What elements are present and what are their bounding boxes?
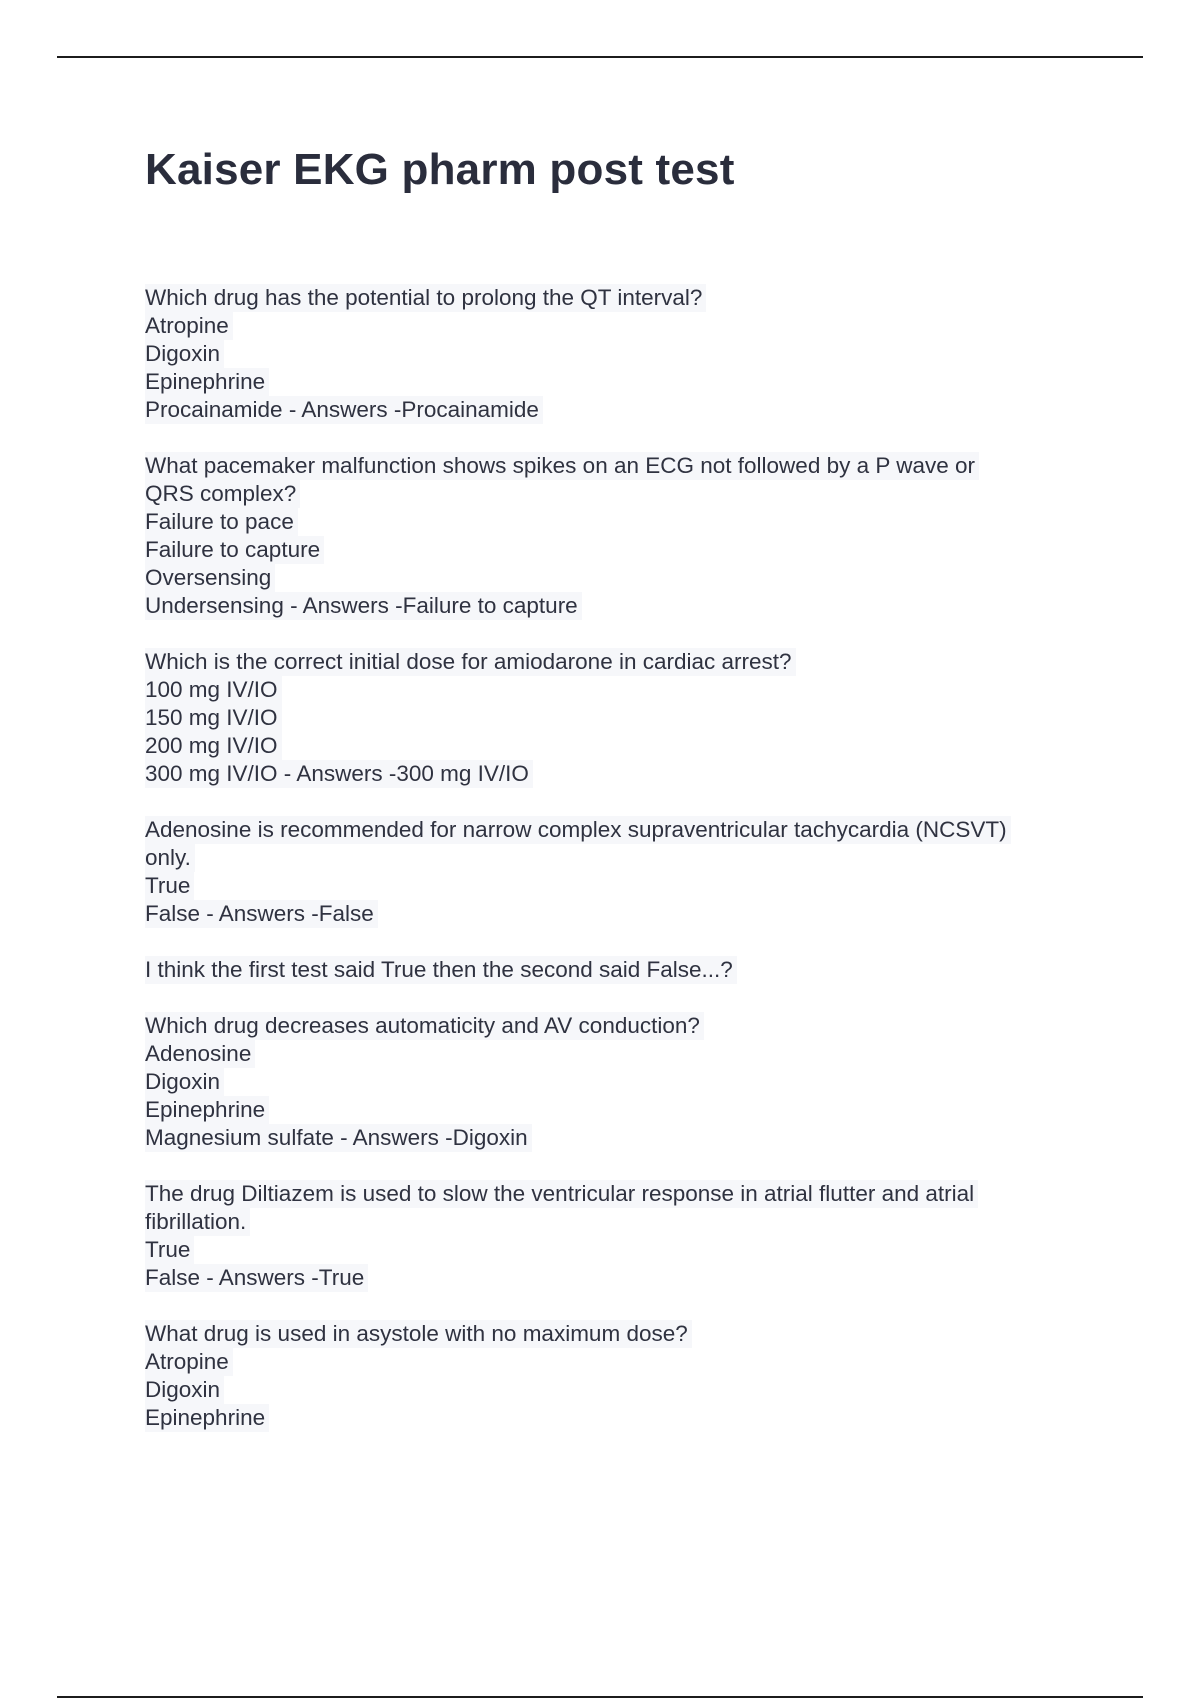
answer-option-with-key: Magnesium sulfate - Answers -Digoxin: [145, 1124, 532, 1152]
answer-option: Epinephrine: [145, 1096, 269, 1124]
question-block-3: [145, 648, 1085, 788]
question-text: Which drug has the potential to prolong the QT interval?: [145, 284, 706, 312]
answer-option: Epinephrine: [145, 368, 269, 396]
question-block-1: [145, 284, 1085, 424]
note-block: [145, 956, 1085, 984]
page-title: Kaiser EKG pharm post test: [145, 145, 735, 194]
question-text: What drug is used in asystole with no maximum dose?: [145, 1320, 692, 1348]
question-text: Adenosine is recommended for narrow complex supraventricular tachycardia (NCSVT): [145, 816, 1011, 844]
question-text: Which drug decreases automaticity and AV conduction?: [145, 1012, 704, 1040]
question-block-7: [145, 1320, 1085, 1432]
top-divider: [57, 56, 1143, 58]
answer-option: Oversensing: [145, 564, 275, 592]
answer-option-with-key: Undersensing - Answers -Failure to capture: [145, 592, 582, 620]
answer-option: Failure to capture: [145, 536, 324, 564]
question-block-2: [145, 452, 1085, 620]
answer-option-with-key: Procainamide - Answers -Procainamide: [145, 396, 543, 424]
answer-option-with-key: False - Answers -True: [145, 1264, 368, 1292]
document-body: [145, 284, 1085, 1460]
answer-option: Digoxin: [145, 1376, 224, 1404]
answer-option-with-key: False - Answers -False: [145, 900, 378, 928]
answer-option: 100 mg IV/IO: [145, 676, 282, 704]
question-text: What pacemaker malfunction shows spikes on an ECG not followed by a P wave or: [145, 452, 979, 480]
answer-option: True: [145, 1236, 194, 1264]
note-text: I think the first test said True then the second said False...?: [145, 956, 737, 984]
answer-option: 150 mg IV/IO: [145, 704, 282, 732]
question-block-5: [145, 1012, 1085, 1152]
question-block-6: [145, 1180, 1085, 1292]
answer-option: Failure to pace: [145, 508, 298, 536]
answer-option: Atropine: [145, 1348, 233, 1376]
question-text: The drug Diltiazem is used to slow the ventricular response in atrial flutter and atrial: [145, 1180, 978, 1208]
answer-option: Adenosine: [145, 1040, 255, 1068]
answer-option: Digoxin: [145, 1068, 224, 1096]
question-block-4: [145, 816, 1085, 928]
bottom-divider: [57, 1696, 1143, 1698]
answer-option: Digoxin: [145, 340, 224, 368]
answer-option: Epinephrine: [145, 1404, 269, 1432]
question-text-continued: only.: [145, 844, 195, 872]
answer-option-with-key: 300 mg IV/IO - Answers -300 mg IV/IO: [145, 760, 533, 788]
question-text-continued: QRS complex?: [145, 480, 300, 508]
question-text-continued: fibrillation.: [145, 1208, 250, 1236]
answer-option: 200 mg IV/IO: [145, 732, 282, 760]
answer-option: Atropine: [145, 312, 233, 340]
answer-option: True: [145, 872, 194, 900]
question-text: Which is the correct initial dose for amiodarone in cardiac arrest?: [145, 648, 796, 676]
